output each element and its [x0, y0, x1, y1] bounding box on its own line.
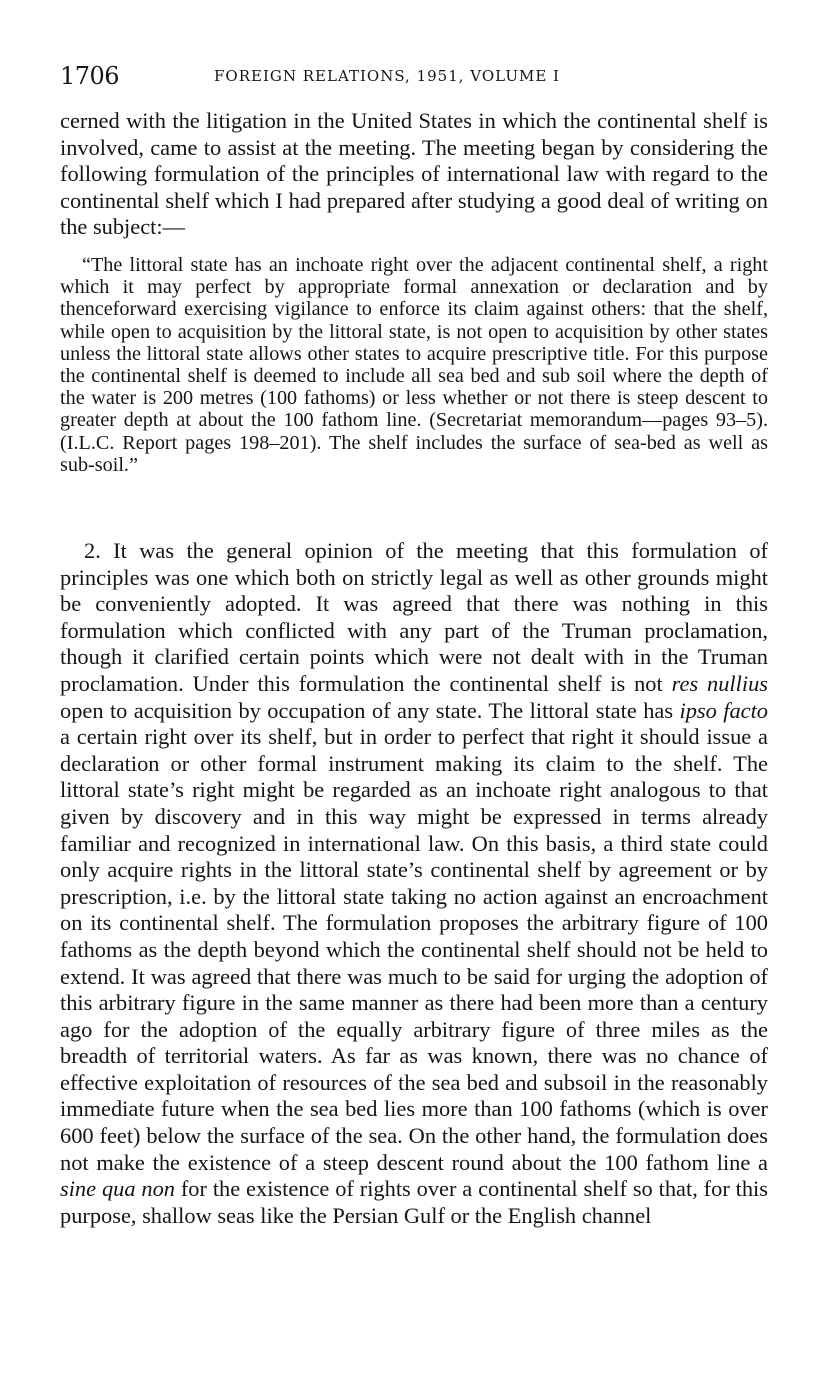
italic-sine-qua-non: sine qua non	[60, 1176, 175, 1202]
paragraph-2-text-3: a certain right over its shelf, but in order to perfect that right it should issue a declaration or other formal instrument making its claim to the shelf. The littoral state’s right might be regarded as an inchoate right analogous to that given by discovery and in this way might be expressed in terms already familiar and recognized in international law. On this basis, a third state could only acquire rights in the littoral state’s continental shelf by agreement or by prescription, i.e. by the littoral state taking no action against an encroachment on its continental shelf. The formulation proposes the arbitrary figure of 100 fathoms as the depth beyond which the continental shelf should not be held to extend. It was agreed that there was much to be said for urging the adoption of this arbitrary figure in the same manner as there had been more than a century ago for the adoption of the equally arbitrary figure of three miles as the breadth of territorial waters. As far as was known, there was no chance of effective exploitation of resources of the sea bed and subsoil in the reasonably immediate future when the sea bed lies more than 100 fathoms (which is over 600 feet) below the surface of the sea. On the other hand, the formulation does not make the existence of a steep descent round about the 100 fathom line a	[60, 724, 768, 1175]
paragraph-2-text-1: 2. It was the general opinion of the meeting that this formulation of principles was one which both on strictly legal as well as other grounds might be conveniently adopted. It was agreed that there was nothing in this formulation which conflicted with any part of the Truman proclamation, though it clarified certain points which were not dealt with in the Truman proclamation. Under this formulation the continental shelf is not	[60, 538, 768, 696]
italic-ipso-facto: ipso facto	[679, 697, 769, 723]
italic-res-nullius: res nullius	[671, 670, 769, 696]
page-header	[60, 62, 800, 94]
quoted-formulation: “The littoral state has an inchoate right over the adjacent continental shelf, a right which it may perfect by appropriate formal annexation or declaration and by thenceforward exercising vigilance to enforce its claim against others: that the shelf, while open to acquisition by the littoral state, is not open to acquisition by other states unless the littoral state allows other states to acquire prescriptive title. For this purpose the continental shelf is deemed to include all sea bed and sub soil where the depth of the water is 200 metres (100 fathoms) or less whether or not there is steep descent to greater depth at about the 100 fathom line. (Secretariat memorandum—pages 93–5). (I.L.C. Report pages 198–201). The shelf includes the surface of sea-bed as well as sub-soil.”	[60, 254, 768, 476]
paragraph-2-text-2: open to acquisition by occupation of any state. The littoral state has	[60, 697, 680, 723]
paragraph-2	[60, 538, 768, 1229]
running-title: FOREIGN RELATIONS, 1951, VOLUME I	[214, 67, 560, 85]
page-number: 1706	[60, 62, 120, 90]
opening-paragraph: cerned with the litigation in the United States in which the continental shelf is involved, came to assist at the meeting. The meeting began by considering the following formulation of the principles of international law with regard to the continental shelf which I had prepared after studying a good deal of writing on the subject:—	[60, 108, 768, 240]
paragraph-2-text-4: for the existence of rights over a continental shelf so that, for this purpose, shallow seas like the Persian Gulf or the English channel	[60, 1176, 768, 1228]
